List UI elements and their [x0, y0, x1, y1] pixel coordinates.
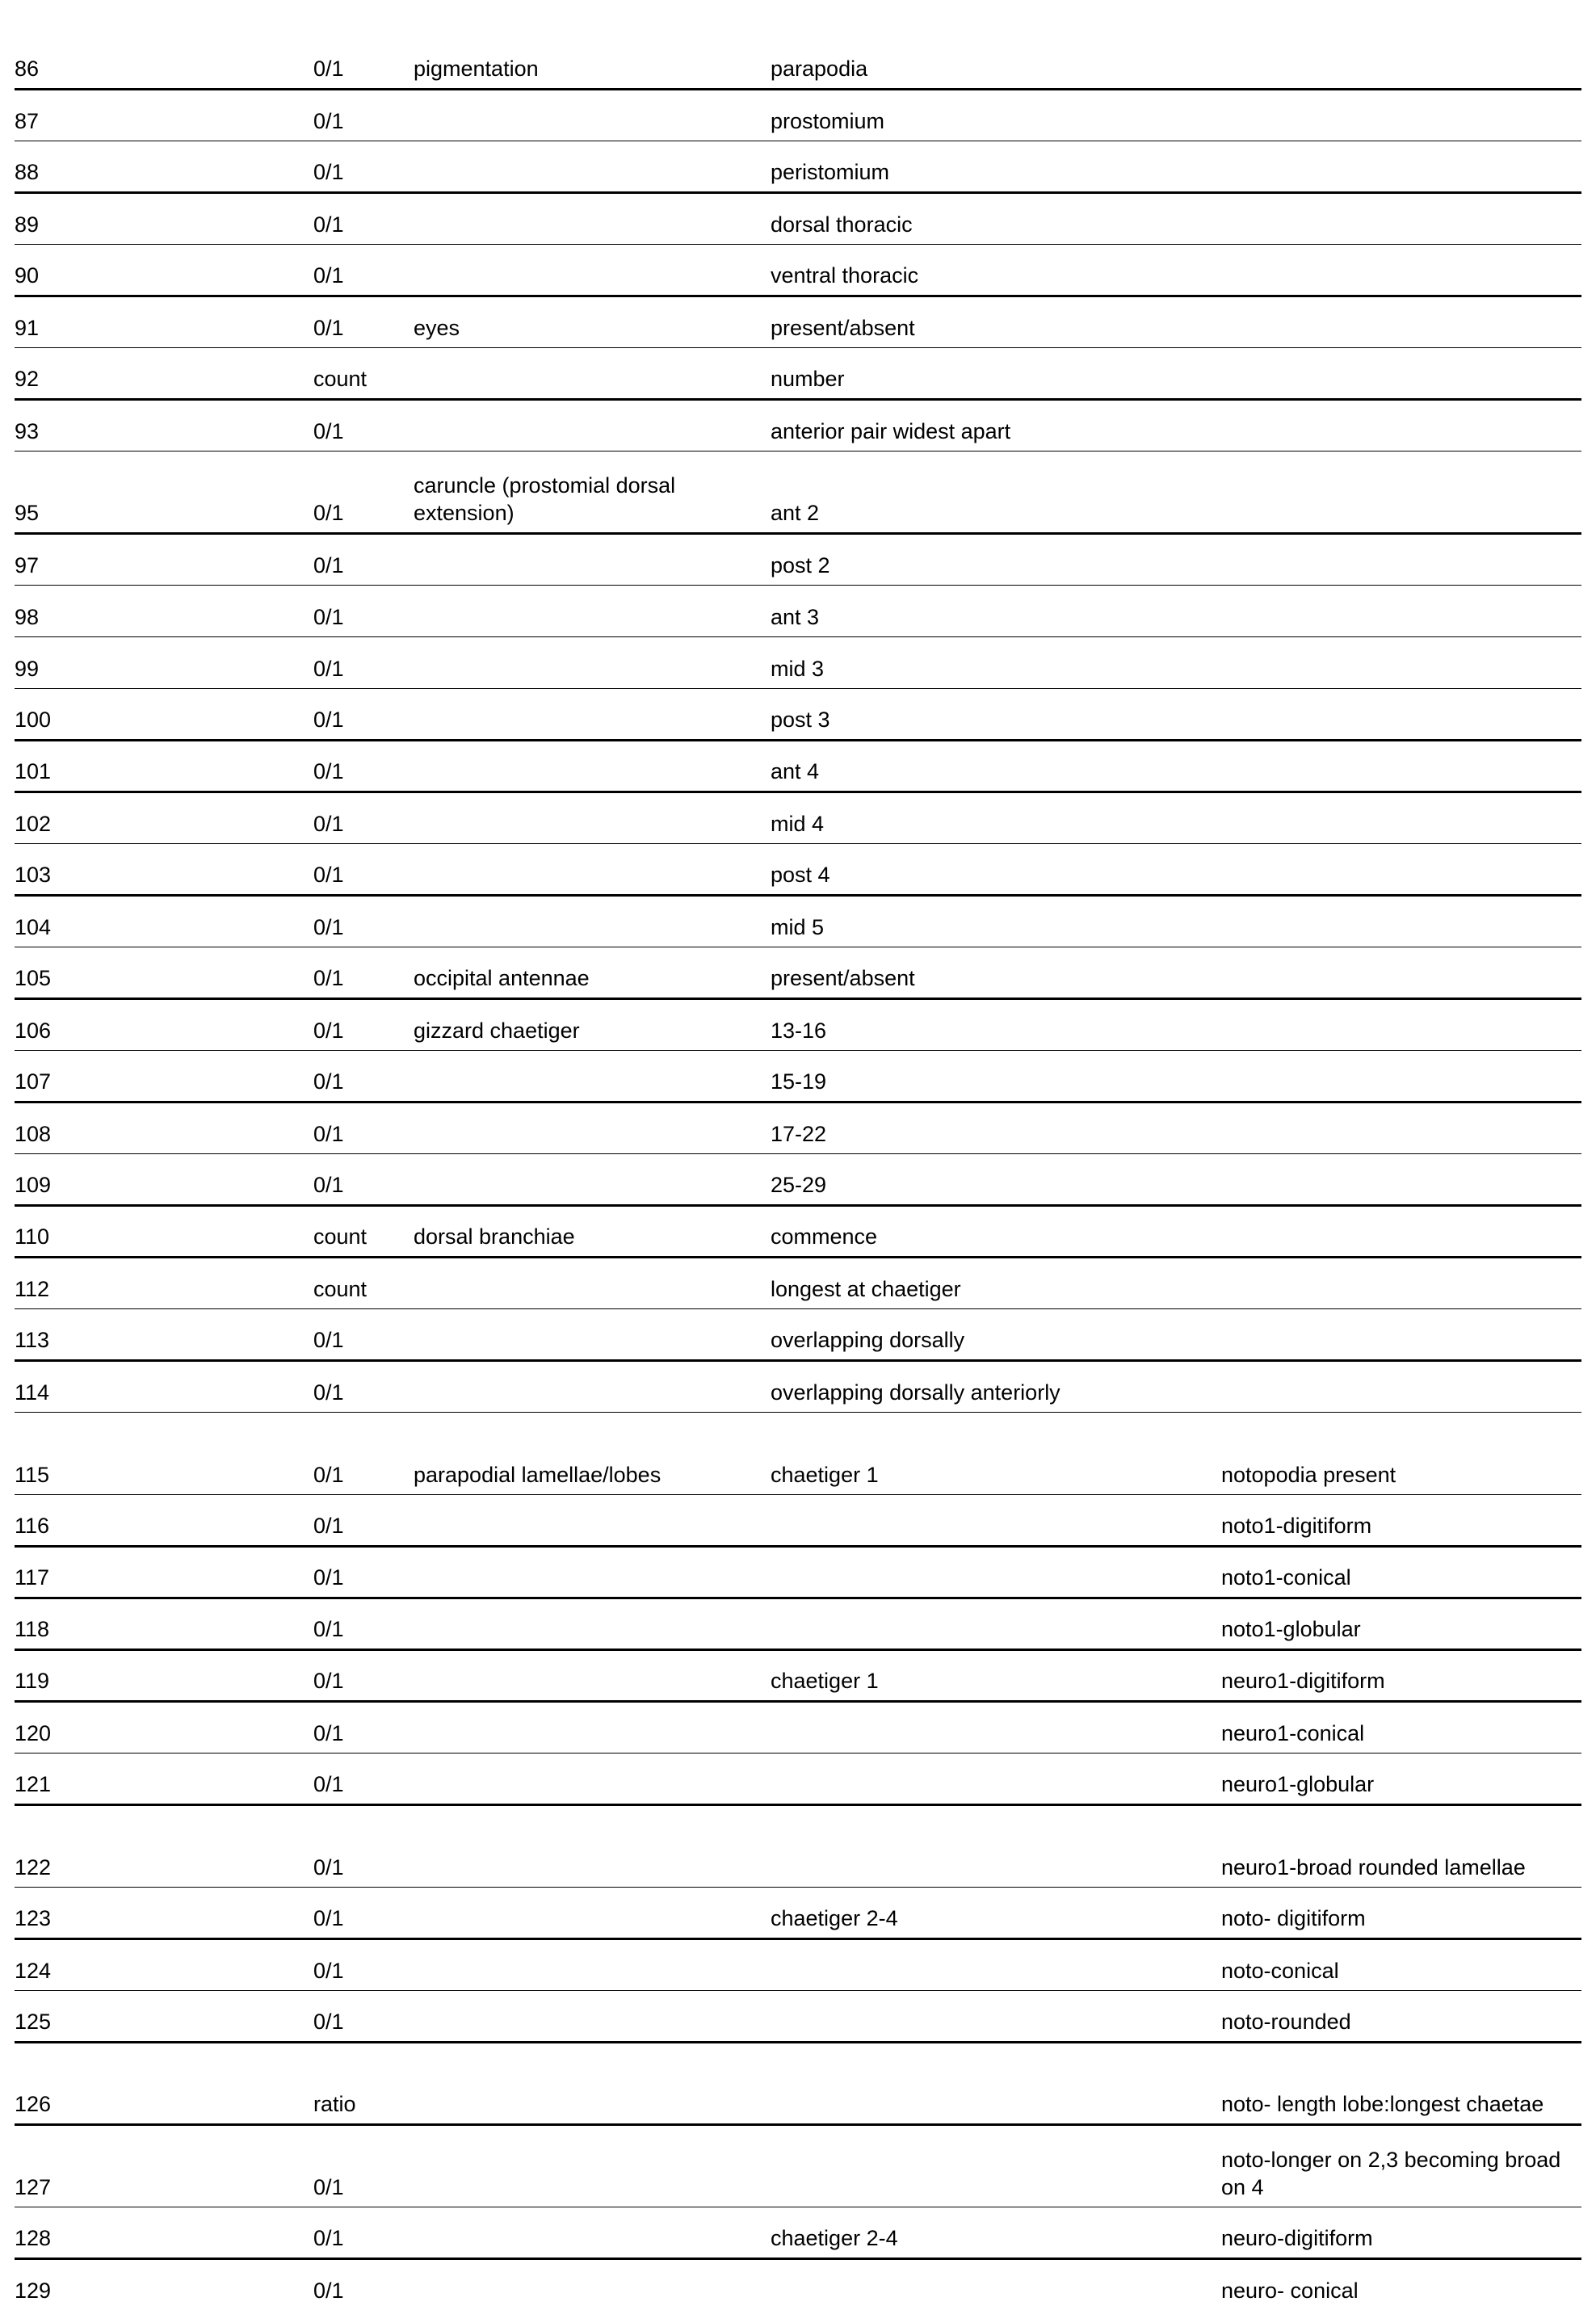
sub-detail-cell: noto1-conical	[1221, 1546, 1581, 1598]
table-row	[15, 141, 1581, 192]
character-detail-cell: 15-19	[771, 1050, 1221, 1102]
character-group-cell	[414, 2207, 771, 2258]
table-row	[15, 688, 1581, 740]
character-detail-cell: ant 4	[771, 740, 1221, 792]
table-row	[15, 1360, 1581, 1412]
character-group-cell: dorsal branchiae	[414, 1205, 771, 1257]
sub-detail-cell	[1221, 1050, 1581, 1102]
state-type-cell: 0/1	[313, 947, 414, 998]
character-group-cell: eyes	[414, 296, 771, 347]
table-row	[15, 1050, 1581, 1102]
character-detail-cell: post 4	[771, 843, 1221, 895]
character-detail-cell	[771, 1990, 1221, 2042]
state-type-cell: 0/1	[313, 1412, 414, 1494]
character-number-cell: 120	[15, 1701, 313, 1753]
character-detail-cell: peristomium	[771, 141, 1221, 192]
state-type-cell: 0/1	[313, 399, 414, 451]
state-type-cell: ratio	[313, 2042, 414, 2124]
character-number-cell: 119	[15, 1649, 313, 1701]
table-row	[15, 792, 1581, 843]
character-detail-cell	[771, 2042, 1221, 2124]
table-row	[15, 2124, 1581, 2207]
state-type-cell: 0/1	[313, 2207, 414, 2258]
character-detail-cell	[771, 1494, 1221, 1546]
sub-detail-cell: neuro1-globular	[1221, 1753, 1581, 1804]
character-number-cell: 89	[15, 192, 313, 244]
state-type-cell: 0/1	[313, 451, 414, 533]
character-detail-cell: ant 3	[771, 585, 1221, 636]
state-type-cell: 0/1	[313, 37, 414, 89]
character-group-cell	[414, 1887, 771, 1938]
table-row	[15, 399, 1581, 451]
table-row	[15, 244, 1581, 296]
character-number-cell: 101	[15, 740, 313, 792]
character-group-cell	[414, 1938, 771, 1990]
table-row	[15, 843, 1581, 895]
table-row	[15, 1990, 1581, 2042]
state-type-cell: 0/1	[313, 1649, 414, 1701]
character-number-cell: 102	[15, 792, 313, 843]
character-number-cell: 105	[15, 947, 313, 998]
character-detail-cell: mid 4	[771, 792, 1221, 843]
character-number-cell: 104	[15, 895, 313, 947]
character-number-cell: 108	[15, 1102, 313, 1153]
sub-detail-cell: notopodia present	[1221, 1412, 1581, 1494]
sub-detail-cell	[1221, 895, 1581, 947]
sub-detail-cell	[1221, 792, 1581, 843]
sub-detail-cell: neuro1-conical	[1221, 1701, 1581, 1753]
character-detail-cell: post 2	[771, 533, 1221, 585]
character-detail-cell: anterior pair widest apart	[771, 399, 1221, 451]
character-group-cell	[414, 347, 771, 399]
state-type-cell: 0/1	[313, 89, 414, 141]
state-type-cell: 0/1	[313, 1804, 414, 1887]
character-detail-cell: 13-16	[771, 998, 1221, 1050]
sub-detail-cell	[1221, 636, 1581, 688]
state-type-cell: 0/1	[313, 1102, 414, 1153]
character-group-cell	[414, 1753, 771, 1804]
character-group-cell	[414, 1701, 771, 1753]
sub-detail-cell: noto-longer on 2,3 becoming broad on 4	[1221, 2124, 1581, 2207]
table-row	[15, 1205, 1581, 1257]
table-row	[15, 347, 1581, 399]
character-detail-cell: present/absent	[771, 296, 1221, 347]
state-type-cell: 0/1	[313, 1701, 414, 1753]
character-detail-cell: overlapping dorsally	[771, 1308, 1221, 1360]
sub-detail-cell	[1221, 244, 1581, 296]
table-row	[15, 1257, 1581, 1308]
state-type-cell: 0/1	[313, 1990, 414, 2042]
character-detail-cell	[771, 1546, 1221, 1598]
character-detail-cell: post 3	[771, 688, 1221, 740]
sub-detail-cell: noto1-digitiform	[1221, 1494, 1581, 1546]
character-number-cell: 93	[15, 399, 313, 451]
state-type-cell: 0/1	[313, 895, 414, 947]
character-group-cell	[414, 792, 771, 843]
sub-detail-cell	[1221, 296, 1581, 347]
sub-detail-cell	[1221, 399, 1581, 451]
sub-detail-cell	[1221, 1308, 1581, 1360]
state-type-cell: 0/1	[313, 740, 414, 792]
table-row	[15, 37, 1581, 89]
sub-detail-cell: neuro1-broad rounded lamellae	[1221, 1804, 1581, 1887]
character-number-cell: 118	[15, 1598, 313, 1649]
table-row	[15, 947, 1581, 998]
sub-detail-cell: neuro1-digitiform	[1221, 1649, 1581, 1701]
sub-detail-cell	[1221, 192, 1581, 244]
character-number-cell: 112	[15, 1257, 313, 1308]
character-group-cell	[414, 399, 771, 451]
table-row	[15, 1308, 1581, 1360]
character-number-cell: 127	[15, 2124, 313, 2207]
character-group-cell	[414, 1102, 771, 1153]
character-number-cell: 115	[15, 1412, 313, 1494]
character-number-cell: 109	[15, 1153, 313, 1205]
character-number-cell: 99	[15, 636, 313, 688]
character-number-cell: 116	[15, 1494, 313, 1546]
character-group-cell: pigmentation	[414, 37, 771, 89]
sub-detail-cell	[1221, 1257, 1581, 1308]
table-body	[15, 37, 1581, 2310]
character-group-cell	[414, 141, 771, 192]
sub-detail-cell	[1221, 947, 1581, 998]
sub-detail-cell: noto- digitiform	[1221, 1887, 1581, 1938]
state-type-cell: 0/1	[313, 1938, 414, 1990]
sub-detail-cell: neuro- conical	[1221, 2258, 1581, 2310]
character-number-cell: 90	[15, 244, 313, 296]
character-group-cell	[414, 89, 771, 141]
character-detail-cell: mid 3	[771, 636, 1221, 688]
state-type-cell: 0/1	[313, 1598, 414, 1649]
character-group-cell	[414, 895, 771, 947]
sub-detail-cell	[1221, 998, 1581, 1050]
character-detail-cell: mid 5	[771, 895, 1221, 947]
table-row	[15, 1649, 1581, 1701]
character-detail-cell: parapodia	[771, 37, 1221, 89]
character-number-cell: 117	[15, 1546, 313, 1598]
sub-detail-cell	[1221, 1153, 1581, 1205]
state-type-cell: 0/1	[313, 1546, 414, 1598]
character-group-cell	[414, 1257, 771, 1308]
sub-detail-cell: noto- length lobe:longest chaetae	[1221, 2042, 1581, 2124]
character-group-cell: caruncle (prostomial dorsal extension)	[414, 451, 771, 533]
state-type-cell: 0/1	[313, 1887, 414, 1938]
table-row	[15, 192, 1581, 244]
character-detail-cell: 17-22	[771, 1102, 1221, 1153]
character-matrix-table	[15, 37, 1581, 2310]
sub-detail-cell: noto-rounded	[1221, 1990, 1581, 2042]
state-type-cell: 0/1	[313, 1050, 414, 1102]
character-number-cell: 126	[15, 2042, 313, 2124]
character-number-cell: 129	[15, 2258, 313, 2310]
character-detail-cell: ventral thoracic	[771, 244, 1221, 296]
character-group-cell	[414, 1546, 771, 1598]
character-detail-cell	[771, 1938, 1221, 1990]
state-type-cell: 0/1	[313, 1153, 414, 1205]
character-number-cell: 106	[15, 998, 313, 1050]
character-detail-cell: 25-29	[771, 1153, 1221, 1205]
sub-detail-cell	[1221, 89, 1581, 141]
character-group-cell	[414, 740, 771, 792]
character-group-cell	[414, 1308, 771, 1360]
character-group-cell	[414, 1804, 771, 1887]
state-type-cell: 0/1	[313, 843, 414, 895]
table-row	[15, 1598, 1581, 1649]
state-type-cell: 0/1	[313, 636, 414, 688]
state-type-cell: 0/1	[313, 296, 414, 347]
state-type-cell: 0/1	[313, 2124, 414, 2207]
character-number-cell: 114	[15, 1360, 313, 1412]
character-detail-cell	[771, 1598, 1221, 1649]
character-number-cell: 128	[15, 2207, 313, 2258]
state-type-cell: 0/1	[313, 141, 414, 192]
character-number-cell: 92	[15, 347, 313, 399]
sub-detail-cell: noto1-globular	[1221, 1598, 1581, 1649]
character-group-cell	[414, 1598, 771, 1649]
table-row	[15, 895, 1581, 947]
state-type-cell: 0/1	[313, 1360, 414, 1412]
character-detail-cell	[771, 1753, 1221, 1804]
state-type-cell: count	[313, 1257, 414, 1308]
table-row	[15, 1753, 1581, 1804]
character-detail-cell: prostomium	[771, 89, 1221, 141]
table-row	[15, 451, 1581, 533]
character-detail-cell: commence	[771, 1205, 1221, 1257]
state-type-cell: 0/1	[313, 1753, 414, 1804]
table-row	[15, 2258, 1581, 2310]
character-detail-cell	[771, 2258, 1221, 2310]
character-group-cell	[414, 1649, 771, 1701]
character-number-cell: 123	[15, 1887, 313, 1938]
character-number-cell: 98	[15, 585, 313, 636]
character-number-cell: 95	[15, 451, 313, 533]
character-group-cell	[414, 192, 771, 244]
character-group-cell	[414, 1494, 771, 1546]
state-type-cell: count	[313, 347, 414, 399]
sub-detail-cell	[1221, 1360, 1581, 1412]
state-type-cell: 0/1	[313, 533, 414, 585]
character-group-cell	[414, 2042, 771, 2124]
character-detail-cell: overlapping dorsally anteriorly	[771, 1360, 1221, 1412]
table-row	[15, 636, 1581, 688]
state-type-cell: 0/1	[313, 192, 414, 244]
state-type-cell: 0/1	[313, 792, 414, 843]
character-group-cell	[414, 636, 771, 688]
table-row	[15, 1102, 1581, 1153]
character-group-cell	[414, 244, 771, 296]
character-number-cell: 97	[15, 533, 313, 585]
table-row	[15, 1153, 1581, 1205]
table-row	[15, 2207, 1581, 2258]
character-detail-cell: chaetiger 2-4	[771, 2207, 1221, 2258]
character-detail-cell	[771, 1701, 1221, 1753]
state-type-cell: 0/1	[313, 688, 414, 740]
character-number-cell: 107	[15, 1050, 313, 1102]
table-row	[15, 1804, 1581, 1887]
character-group-cell	[414, 1153, 771, 1205]
sub-detail-cell: noto-conical	[1221, 1938, 1581, 1990]
table-row	[15, 1412, 1581, 1494]
sub-detail-cell	[1221, 843, 1581, 895]
table-row	[15, 1887, 1581, 1938]
state-type-cell: 0/1	[313, 585, 414, 636]
character-group-cell	[414, 688, 771, 740]
character-group-cell	[414, 1050, 771, 1102]
character-group-cell	[414, 2258, 771, 2310]
sub-detail-cell	[1221, 533, 1581, 585]
character-number-cell: 88	[15, 141, 313, 192]
sub-detail-cell	[1221, 141, 1581, 192]
character-group-cell: parapodial lamellae/lobes	[414, 1412, 771, 1494]
character-group-cell: gizzard chaetiger	[414, 998, 771, 1050]
state-type-cell: 0/1	[313, 2258, 414, 2310]
character-number-cell: 87	[15, 89, 313, 141]
character-group-cell	[414, 843, 771, 895]
sub-detail-cell	[1221, 1102, 1581, 1153]
character-group-cell	[414, 1990, 771, 2042]
table-row	[15, 1494, 1581, 1546]
character-number-cell: 100	[15, 688, 313, 740]
character-group-cell	[414, 585, 771, 636]
table-row	[15, 1938, 1581, 1990]
character-detail-cell: number	[771, 347, 1221, 399]
character-number-cell: 91	[15, 296, 313, 347]
character-detail-cell: present/absent	[771, 947, 1221, 998]
character-group-cell	[414, 533, 771, 585]
sub-detail-cell	[1221, 1205, 1581, 1257]
table-row	[15, 1701, 1581, 1753]
table-row	[15, 533, 1581, 585]
sub-detail-cell	[1221, 347, 1581, 399]
character-number-cell: 86	[15, 37, 313, 89]
state-type-cell: 0/1	[313, 998, 414, 1050]
character-number-cell: 113	[15, 1308, 313, 1360]
character-number-cell: 124	[15, 1938, 313, 1990]
character-number-cell: 121	[15, 1753, 313, 1804]
table-row	[15, 585, 1581, 636]
character-number-cell: 103	[15, 843, 313, 895]
character-number-cell: 122	[15, 1804, 313, 1887]
table-row	[15, 2042, 1581, 2124]
character-detail-cell	[771, 1804, 1221, 1887]
sub-detail-cell	[1221, 37, 1581, 89]
character-number-cell: 125	[15, 1990, 313, 2042]
character-group-cell	[414, 2124, 771, 2207]
sub-detail-cell	[1221, 740, 1581, 792]
state-type-cell: 0/1	[313, 244, 414, 296]
state-type-cell: 0/1	[313, 1308, 414, 1360]
table-row	[15, 740, 1581, 792]
sub-detail-cell	[1221, 451, 1581, 533]
character-group-cell	[414, 1360, 771, 1412]
sub-detail-cell	[1221, 585, 1581, 636]
character-number-cell: 110	[15, 1205, 313, 1257]
table-row	[15, 998, 1581, 1050]
character-detail-cell	[771, 2124, 1221, 2207]
character-detail-cell: ant 2	[771, 451, 1221, 533]
state-type-cell: 0/1	[313, 1494, 414, 1546]
character-detail-cell: chaetiger 1	[771, 1412, 1221, 1494]
sub-detail-cell: neuro-digitiform	[1221, 2207, 1581, 2258]
table-row	[15, 296, 1581, 347]
character-group-cell: occipital antennae	[414, 947, 771, 998]
table-row	[15, 89, 1581, 141]
table-row	[15, 1546, 1581, 1598]
state-type-cell: count	[313, 1205, 414, 1257]
character-detail-cell: chaetiger 1	[771, 1649, 1221, 1701]
character-detail-cell: longest at chaetiger	[771, 1257, 1221, 1308]
sub-detail-cell	[1221, 688, 1581, 740]
character-detail-cell: dorsal thoracic	[771, 192, 1221, 244]
character-detail-cell: chaetiger 2-4	[771, 1887, 1221, 1938]
